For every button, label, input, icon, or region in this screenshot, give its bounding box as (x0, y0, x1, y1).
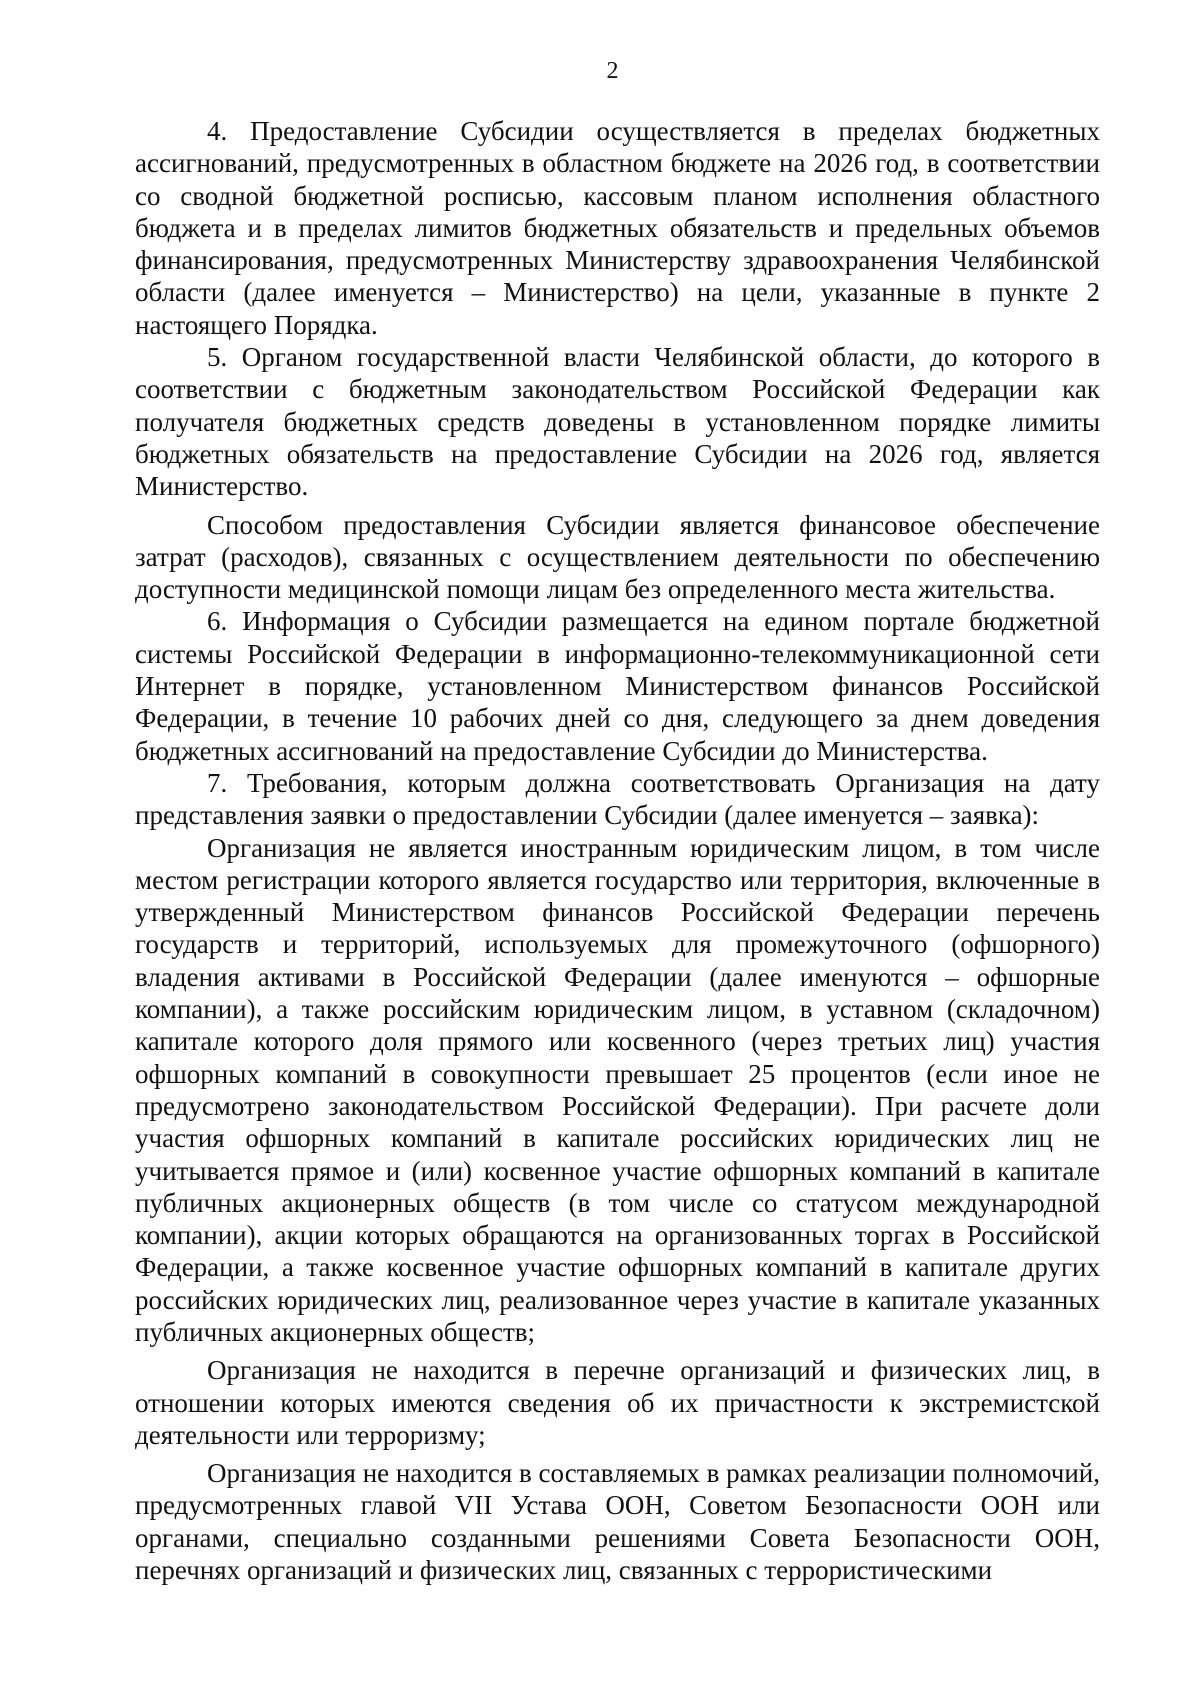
paragraph-item-5: 5. Органом государственной власти Челябинской области, до которого в соответствии с бюджетным законодательством Российской Федерации как получателя бюджетных средств доведены в установленном порядке лимиты бюджетных обязательств на предоставление Субсидии на 2026 год, является Министерство. (135, 342, 1100, 502)
paragraph-item-7: 7. Требования, которым должна соответствовать Организация на дату представления заявки о предоставлении Субсидии (далее именуется – заявка): (135, 767, 1100, 831)
page-number: 2 (606, 58, 619, 84)
document-body (135, 115, 1100, 1586)
paragraph-item-6: 6. Информация о Субсидии размещается на едином портале бюджетной системы Российской Федерации в информационно-телекоммуникационной сети Интернет в порядке, установленном Министерством финансов Российской Федерации, в течение 10 рабочих дней со дня, следующего за днем доведения бюджетных ассигнований на предоставление Субсидии до Министерства. (135, 606, 1100, 766)
paragraph-item-4: 4. Предоставление Субсидии осуществляется в пределах бюджетных ассигнований, предусмотренных в областном бюджете на 2026 год, в соответствии со сводной бюджетной росписью, кассовым планом исполнения областного бюджета и в пределах лимитов бюджетных обязательств и предельных объемов финансирования, предусмотренных Министерству здравоохранения Челябинской области (далее именуется – Министерство) на цели, указанные в пункте 2 настоящего Порядка. (135, 116, 1100, 340)
paragraph-extremism-requirement: Организация не находится в перечне организаций и физических лиц, в отношении которых имеются сведения об их причастности к экстремистской деятельности или терроризму; (135, 1355, 1100, 1450)
paragraph-subsidy-method: Способом предоставления Субсидии является финансовое обеспечение затрат (расходов), связанных с осуществлением деятельности по обеспечению доступности медицинской помощи лицам без определенного места жительства. (135, 509, 1100, 605)
paragraph-un-sanctions-requirement: Организация не находится в составляемых в рамках реализации полномочий, предусмотренных главой VII Устава ООН, Советом Безопасности ООН или органами, специально созданными решениями Совета Безопасности ООН, перечнях организаций и физических лиц, связанных с террористическими (135, 1458, 1100, 1586)
paragraph-offshore-requirement: Организация не является иностранным юридическим лицом, в том числе местом регистрации которого является государство или территория, включенные в утвержденный Министерством финансов Российской Федерации перечень государств и территорий, используемых для промежуточного (офшорного) владения активами в Российской Федерации (далее именуются – офшорные компании), а также российским юридическим лицом, в уставном (складочном) капитале которого доля прямого или косвенного (через третьих лиц) участия офшорных компаний в совокупности превышает 25 процентов (если иное не предусмотрено законодательством Российской Федерации). При расчете доли участия офшорных компаний в капитале российских юридических лиц не учитывается прямое и (или) косвенное участие офшорных компаний в капитале публичных акционерных обществ (в том числе со статусом международной компании), акции которых обращаются на организованных торгах в Российской Федерации, а также косвенное участие офшорных компаний в капитале других российских юридических лиц, реализованное через участие в капитале указанных публичных акционерных обществ; (135, 832, 1100, 1347)
